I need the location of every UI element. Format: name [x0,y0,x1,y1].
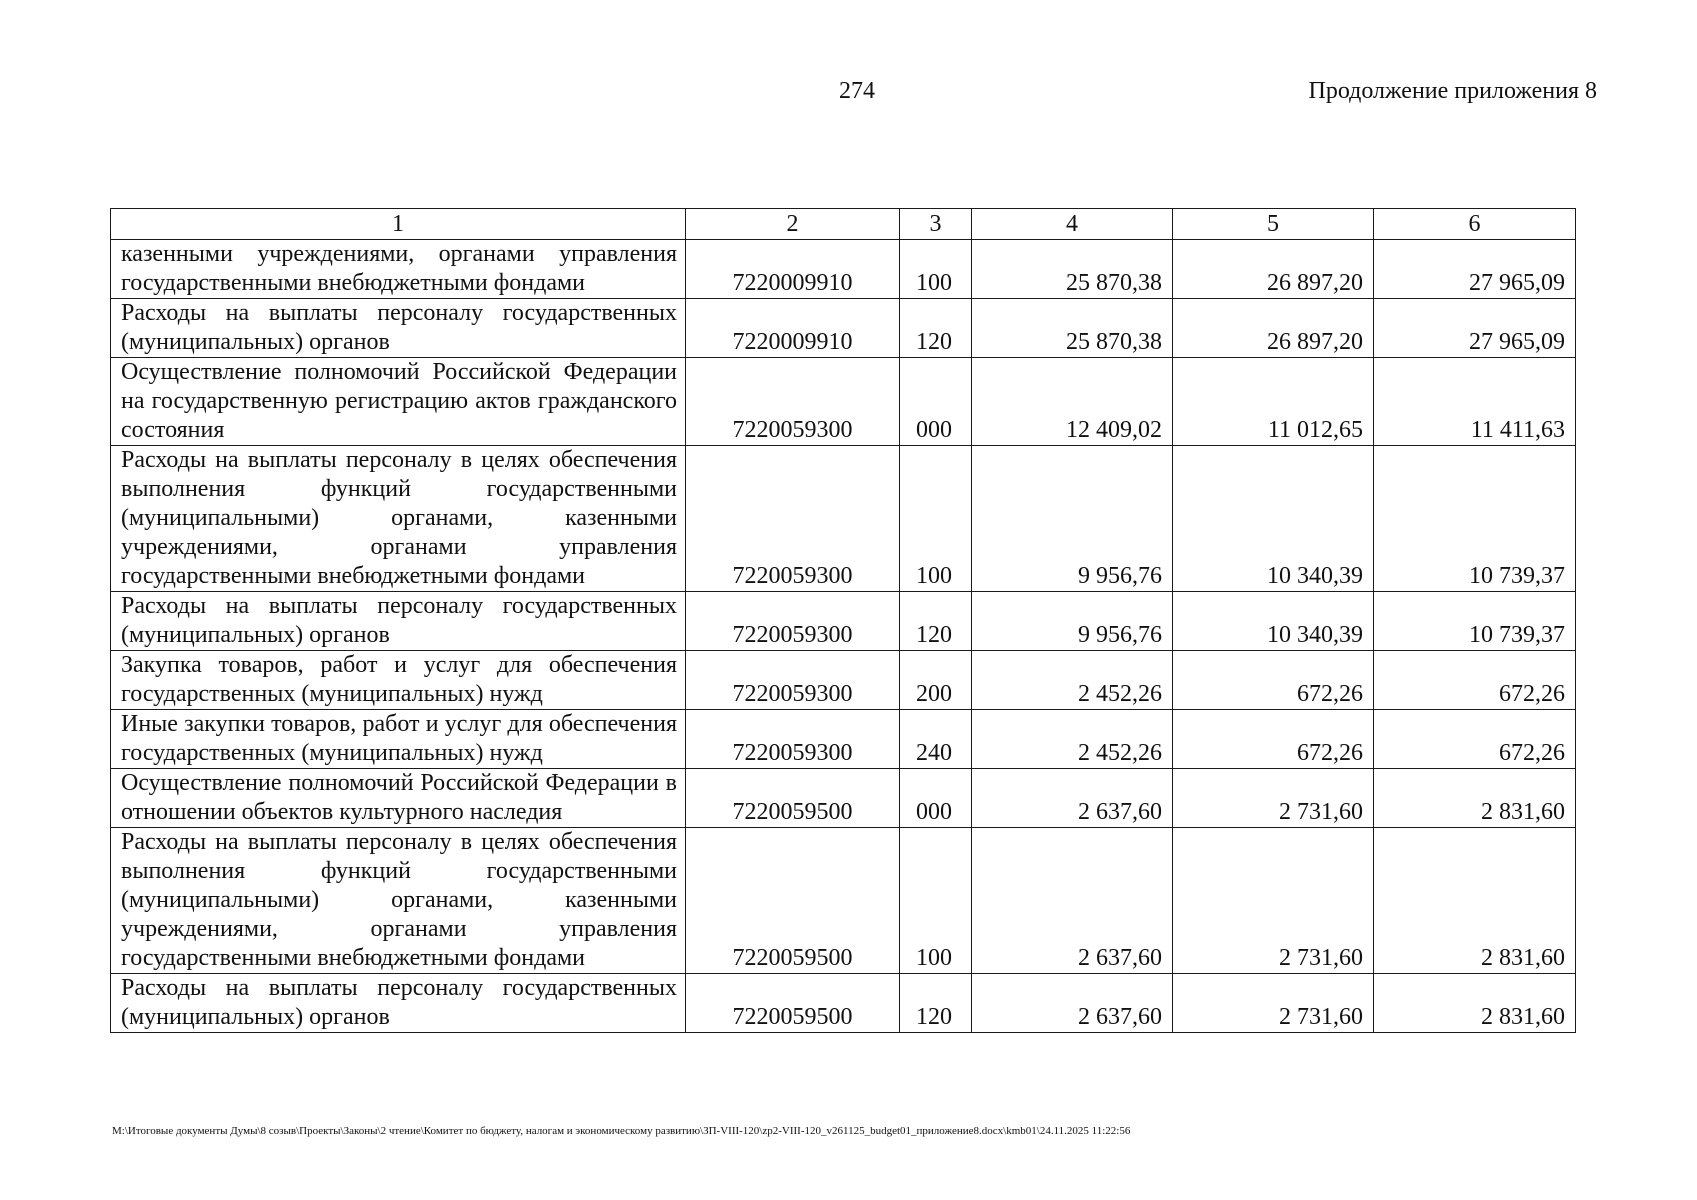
table-row [111,710,1576,769]
expense-type-cell: 120 [900,592,972,651]
expense-name-cell: казенными учреждениями, органами управления государственными внебюджетными фондами [111,240,686,299]
appendix-continuation-note: Продолжение приложения 8 [1308,78,1597,104]
expense-name-cell: Расходы на выплаты персоналу в целях обеспечения выполнения функций государственными (муниципальными) органами, казенными учреждениями, органами управления государственными внебюджетными фондами [111,828,686,974]
expense-type-cell: 100 [900,828,972,974]
page-number: 274 [839,78,875,104]
target-article-cell: 7220059300 [686,592,900,651]
amount-year2-cell: 672,26 [1173,651,1374,710]
expense-type-cell: 000 [900,358,972,446]
target-article-cell: 7220009910 [686,299,900,358]
amount-year3-cell: 2 831,60 [1374,974,1576,1033]
amount-year3-cell: 11 411,63 [1374,358,1576,446]
amount-year3-cell: 27 965,09 [1374,240,1576,299]
table-row [111,299,1576,358]
expense-type-cell: 100 [900,446,972,592]
amount-year1-cell: 2 637,60 [972,828,1173,974]
table-row [111,446,1576,592]
amount-year1-cell: 2 452,26 [972,710,1173,769]
expense-type-cell: 120 [900,974,972,1033]
amount-year2-cell: 10 340,39 [1173,592,1374,651]
expense-type-cell: 240 [900,710,972,769]
expense-name-cell: Расходы на выплаты персоналу в целях обеспечения выполнения функций государственными (муниципальными) органами, казенными учреждениями, органами управления государственными внебюджетными фондами [111,446,686,592]
target-article-cell: 7220059500 [686,769,900,828]
amount-year2-cell: 2 731,60 [1173,828,1374,974]
expense-type-cell: 000 [900,769,972,828]
column-header: 4 [972,209,1173,240]
target-article-cell: 7220009910 [686,240,900,299]
amount-year3-cell: 672,26 [1374,710,1576,769]
amount-year2-cell: 26 897,20 [1173,299,1374,358]
amount-year2-cell: 11 012,65 [1173,358,1374,446]
amount-year3-cell: 10 739,37 [1374,446,1576,592]
table-header [111,209,1576,240]
target-article-cell: 7220059300 [686,446,900,592]
table-row [111,651,1576,710]
column-number-row [111,209,1576,240]
expense-name-cell: Закупка товаров, работ и услуг для обеспечения государственных (муниципальных) нужд [111,651,686,710]
amount-year1-cell: 2 637,60 [972,974,1173,1033]
column-header: 6 [1374,209,1576,240]
expense-type-cell: 200 [900,651,972,710]
budget-table [110,208,1576,1033]
file-path-footer: M:\Итоговые документы Думы\8 созыв\Проекты\Законы\2 чтение\Комитет по бюджету, налогам и экономическому развитию\ЗП-VIII-120\zp2-VIII-120_v261125_budget01_приложение8.docx\kmb01\24.11.2025 11:22:56 [112,1125,1131,1137]
amount-year3-cell: 2 831,60 [1374,769,1576,828]
amount-year2-cell: 2 731,60 [1173,769,1374,828]
table-row [111,240,1576,299]
amount-year3-cell: 27 965,09 [1374,299,1576,358]
table-row [111,592,1576,651]
column-header: 1 [111,209,686,240]
table-row [111,974,1576,1033]
amount-year1-cell: 2 452,26 [972,651,1173,710]
expense-name-cell: Осуществление полномочий Российской Федерации в отношении объектов культурного наследия [111,769,686,828]
amount-year3-cell: 672,26 [1374,651,1576,710]
expense-name-cell: Осуществление полномочий Российской Федерации на государственную регистрацию актов гражданского состояния [111,358,686,446]
target-article-cell: 7220059500 [686,974,900,1033]
target-article-cell: 7220059300 [686,710,900,769]
column-header: 2 [686,209,900,240]
amount-year1-cell: 9 956,76 [972,592,1173,651]
amount-year1-cell: 9 956,76 [972,446,1173,592]
amount-year1-cell: 25 870,38 [972,299,1173,358]
table-body [111,240,1576,1033]
expense-type-cell: 100 [900,240,972,299]
amount-year1-cell: 25 870,38 [972,240,1173,299]
amount-year3-cell: 10 739,37 [1374,592,1576,651]
expense-name-cell: Расходы на выплаты персоналу государственных (муниципальных) органов [111,974,686,1033]
target-article-cell: 7220059300 [686,651,900,710]
table-row [111,769,1576,828]
amount-year1-cell: 12 409,02 [972,358,1173,446]
amount-year2-cell: 672,26 [1173,710,1374,769]
expense-name-cell: Иные закупки товаров, работ и услуг для обеспечения государственных (муниципальных) нужд [111,710,686,769]
table-row [111,358,1576,446]
expense-name-cell: Расходы на выплаты персоналу государственных (муниципальных) органов [111,299,686,358]
amount-year2-cell: 2 731,60 [1173,974,1374,1033]
amount-year1-cell: 2 637,60 [972,769,1173,828]
amount-year3-cell: 2 831,60 [1374,828,1576,974]
expense-type-cell: 120 [900,299,972,358]
amount-year2-cell: 26 897,20 [1173,240,1374,299]
column-header: 5 [1173,209,1374,240]
amount-year2-cell: 10 340,39 [1173,446,1374,592]
expense-name-cell: Расходы на выплаты персоналу государственных (муниципальных) органов [111,592,686,651]
target-article-cell: 7220059300 [686,358,900,446]
table-row [111,828,1576,974]
target-article-cell: 7220059500 [686,828,900,974]
column-header: 3 [900,209,972,240]
